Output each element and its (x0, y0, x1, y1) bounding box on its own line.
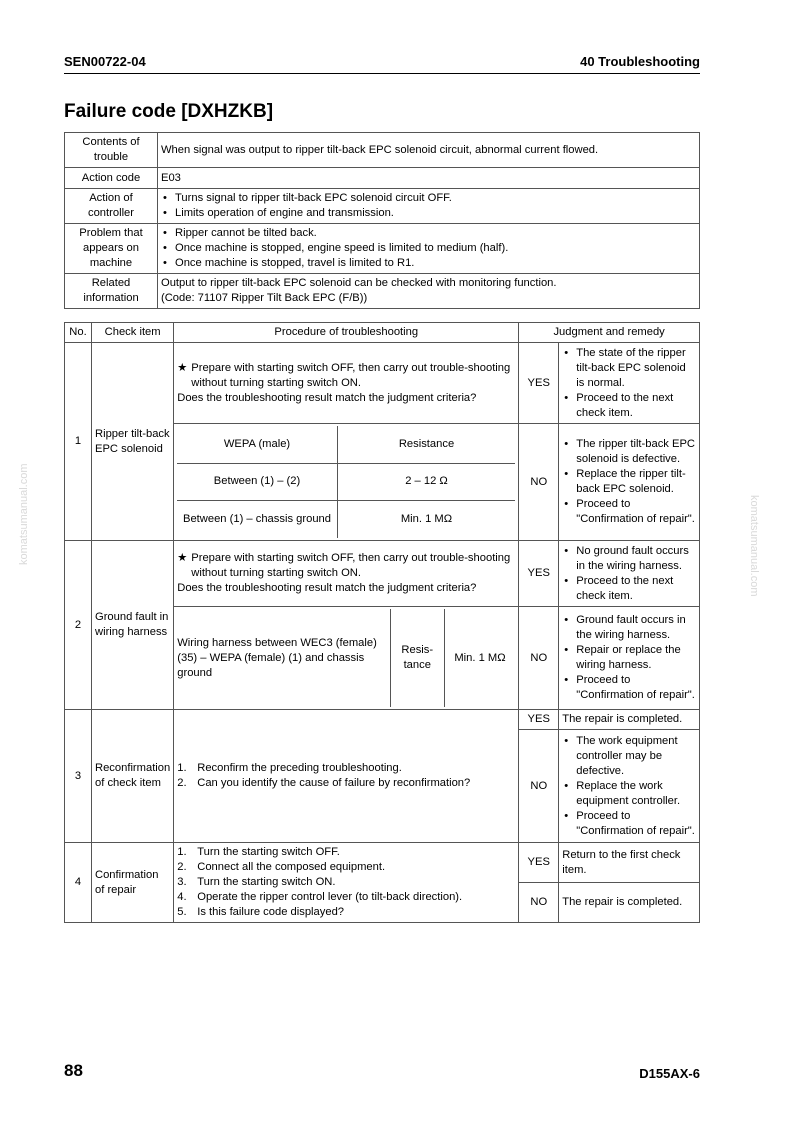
step-item: 3. Turn the starting switch ON. (177, 876, 336, 888)
info-label: Related information (65, 274, 158, 309)
table-row (65, 541, 700, 607)
star-icon: ★ (177, 552, 188, 564)
bullet-item: • Replace the ripper tilt-back EPC solenoid. (562, 467, 696, 497)
section-title: 40 Troubleshooting (580, 54, 700, 69)
criteria-value: Min. 1 MΩ (454, 651, 506, 664)
step-item: 4. Operate the ripper control lever (to tilt-back direction). (177, 891, 463, 903)
no-remedy (559, 607, 700, 710)
doc-id: SEN00722-04 (64, 54, 146, 69)
procedure-cell (174, 710, 519, 843)
criteria-condition: Between (1) – chassis ground (177, 500, 337, 538)
bullet-item: • Proceed to "Confirmation of repair". (562, 497, 696, 527)
criteria-header: WEPA (male) (177, 426, 337, 463)
procedure-cell (174, 343, 519, 424)
info-value: When signal was output to ripper tilt-back EPC solenoid circuit, abnormal current flowed. (158, 133, 700, 168)
check-item: Ground fault in wiring harness (92, 541, 174, 710)
bullet-item: • Ripper cannot be tilted back. (161, 226, 696, 241)
step-item: 1. Turn the starting switch OFF. (177, 846, 340, 858)
info-value (158, 189, 700, 224)
info-line: Output to ripper tilt-back EPC solenoid can be checked with monitoring function. (161, 277, 557, 289)
yes-remedy: Return to the first check item. (559, 843, 700, 883)
criteria-header: Resistance (337, 426, 515, 463)
watermark-right: komatsumanual.com (748, 495, 760, 597)
check-item: Confirmation of repair (92, 843, 174, 923)
bullet-item: • Ground fault occurs in the wiring harness. (562, 613, 696, 643)
info-label: Contents of trouble (65, 133, 158, 168)
procedure-line: Does the troubleshooting result match the judgment criteria? (177, 582, 477, 594)
info-table (64, 132, 700, 309)
bullet-item: • Turns signal to ripper tilt-back EPC solenoid circuit OFF. (161, 191, 696, 206)
bullet-item: • The ripper tilt-back EPC solenoid is defective. (562, 437, 696, 467)
procedure-star-line: ★ Prepare with starting switch OFF, then carry out trouble-shooting without turning starting switch ON. (177, 552, 511, 579)
step-item: 1. Reconfirm the preceding troubleshooting. (177, 762, 402, 774)
info-line: (Code: 71107 Ripper Tilt Back EPC (F/B)) (161, 292, 368, 304)
info-label: Action of controller (65, 189, 158, 224)
criteria-value: Min. 1 MΩ (337, 500, 515, 538)
yes-label: YES (519, 343, 559, 424)
no-label: NO (519, 607, 559, 710)
info-row-related (65, 274, 700, 309)
bullet-item: • Once machine is stopped, travel is limited to R1. (161, 256, 696, 271)
item-number: 4 (65, 843, 92, 923)
criteria-condition: Between (1) – (2) (177, 463, 337, 500)
bullet-item: • Proceed to the next check item. (562, 391, 696, 421)
info-value (158, 224, 700, 274)
table-row (65, 343, 700, 424)
no-label: NO (519, 730, 559, 843)
criteria-table (177, 609, 515, 707)
info-value (158, 274, 700, 309)
page-number: 88 (64, 1061, 83, 1080)
yes-label: YES (519, 843, 559, 883)
col-no-header: No. (65, 323, 92, 343)
troubleshooting-table (64, 322, 700, 923)
criteria-condition: Wiring harness between WEC3 (female) (35) – WEPA (female) (1) and chassis ground (177, 609, 390, 707)
info-label: Problem that appears on machine (65, 224, 158, 274)
bullet-item: • Once machine is stopped, engine speed is limited to medium (half). (161, 241, 696, 256)
procedure-line: Does the troubleshooting result match the judgment criteria? (177, 391, 477, 404)
yes-remedy (559, 343, 700, 424)
item-number: 1 (65, 343, 92, 541)
criteria-cell (174, 607, 519, 710)
col-check-header: Check item (92, 323, 174, 343)
star-icon: ★ (177, 361, 188, 374)
table-row (65, 843, 700, 883)
check-item: Reconfirmation of check item (92, 710, 174, 843)
no-label: NO (519, 883, 559, 923)
info-label: Action code (65, 168, 158, 189)
bullet-item: • Repair or replace the wiring harness. (562, 643, 696, 673)
bullet-item: • Proceed to "Confirmation of repair". (562, 809, 696, 839)
col-judgment-header: Judgment and remedy (519, 323, 700, 343)
step-item: 2. Can you identify the cause of failure by reconfirmation? (177, 777, 471, 789)
no-remedy: The repair is completed. (559, 883, 700, 923)
step-item: 2. Connect all the composed equipment. (177, 861, 386, 873)
bullet-item: • The work equipment controller may be defective. (562, 734, 696, 779)
criteria-value: 2 – 12 Ω (337, 463, 515, 500)
bullet-item: • Limits operation of engine and transmission. (161, 206, 696, 221)
criteria-table (177, 426, 515, 538)
yes-label: YES (519, 710, 559, 730)
table-row (65, 710, 700, 730)
info-row-action-code (65, 168, 700, 189)
bullet-item: • Proceed to the next check item. (562, 574, 696, 604)
item-number: 2 (65, 541, 92, 710)
procedure-cell (174, 541, 519, 607)
yes-label: YES (519, 541, 559, 607)
no-label: NO (519, 424, 559, 541)
procedure-star-line: ★ Prepare with starting switch OFF, then carry out trouble-shooting without turning starting switch ON. (177, 361, 511, 389)
yes-remedy (559, 541, 700, 607)
info-value: E03 (158, 168, 700, 189)
bullet-item: • Replace the work equipment controller. (562, 779, 696, 809)
info-row-problem (65, 224, 700, 274)
model-name: D155AX-6 (639, 1066, 700, 1081)
bullet-item: • The state of the ripper tilt-back EPC solenoid is normal. (562, 346, 696, 391)
header-rule (64, 73, 700, 74)
criteria-cell (174, 424, 519, 541)
step-item: 5. Is this failure code displayed? (177, 906, 345, 918)
procedure-cell (174, 843, 519, 923)
col-procedure-header: Procedure of troubleshooting (174, 323, 519, 343)
criteria-label: Resis-tance (390, 609, 444, 707)
check-item: Ripper tilt-back EPC solenoid (92, 343, 174, 541)
watermark-left: komatsumanual.com (18, 463, 30, 565)
info-row-contents (65, 133, 700, 168)
page-title: Failure code [DXHZKB] (64, 101, 274, 122)
table-header-row (65, 323, 700, 343)
item-number: 3 (65, 710, 92, 843)
yes-remedy: The repair is completed. (559, 710, 700, 730)
no-remedy (559, 424, 700, 541)
bullet-item: • No ground fault occurs in the wiring harness. (562, 544, 696, 574)
info-row-action-controller (65, 189, 700, 224)
bullet-item: • Proceed to "Confirmation of repair". (562, 673, 696, 703)
no-remedy (559, 730, 700, 843)
